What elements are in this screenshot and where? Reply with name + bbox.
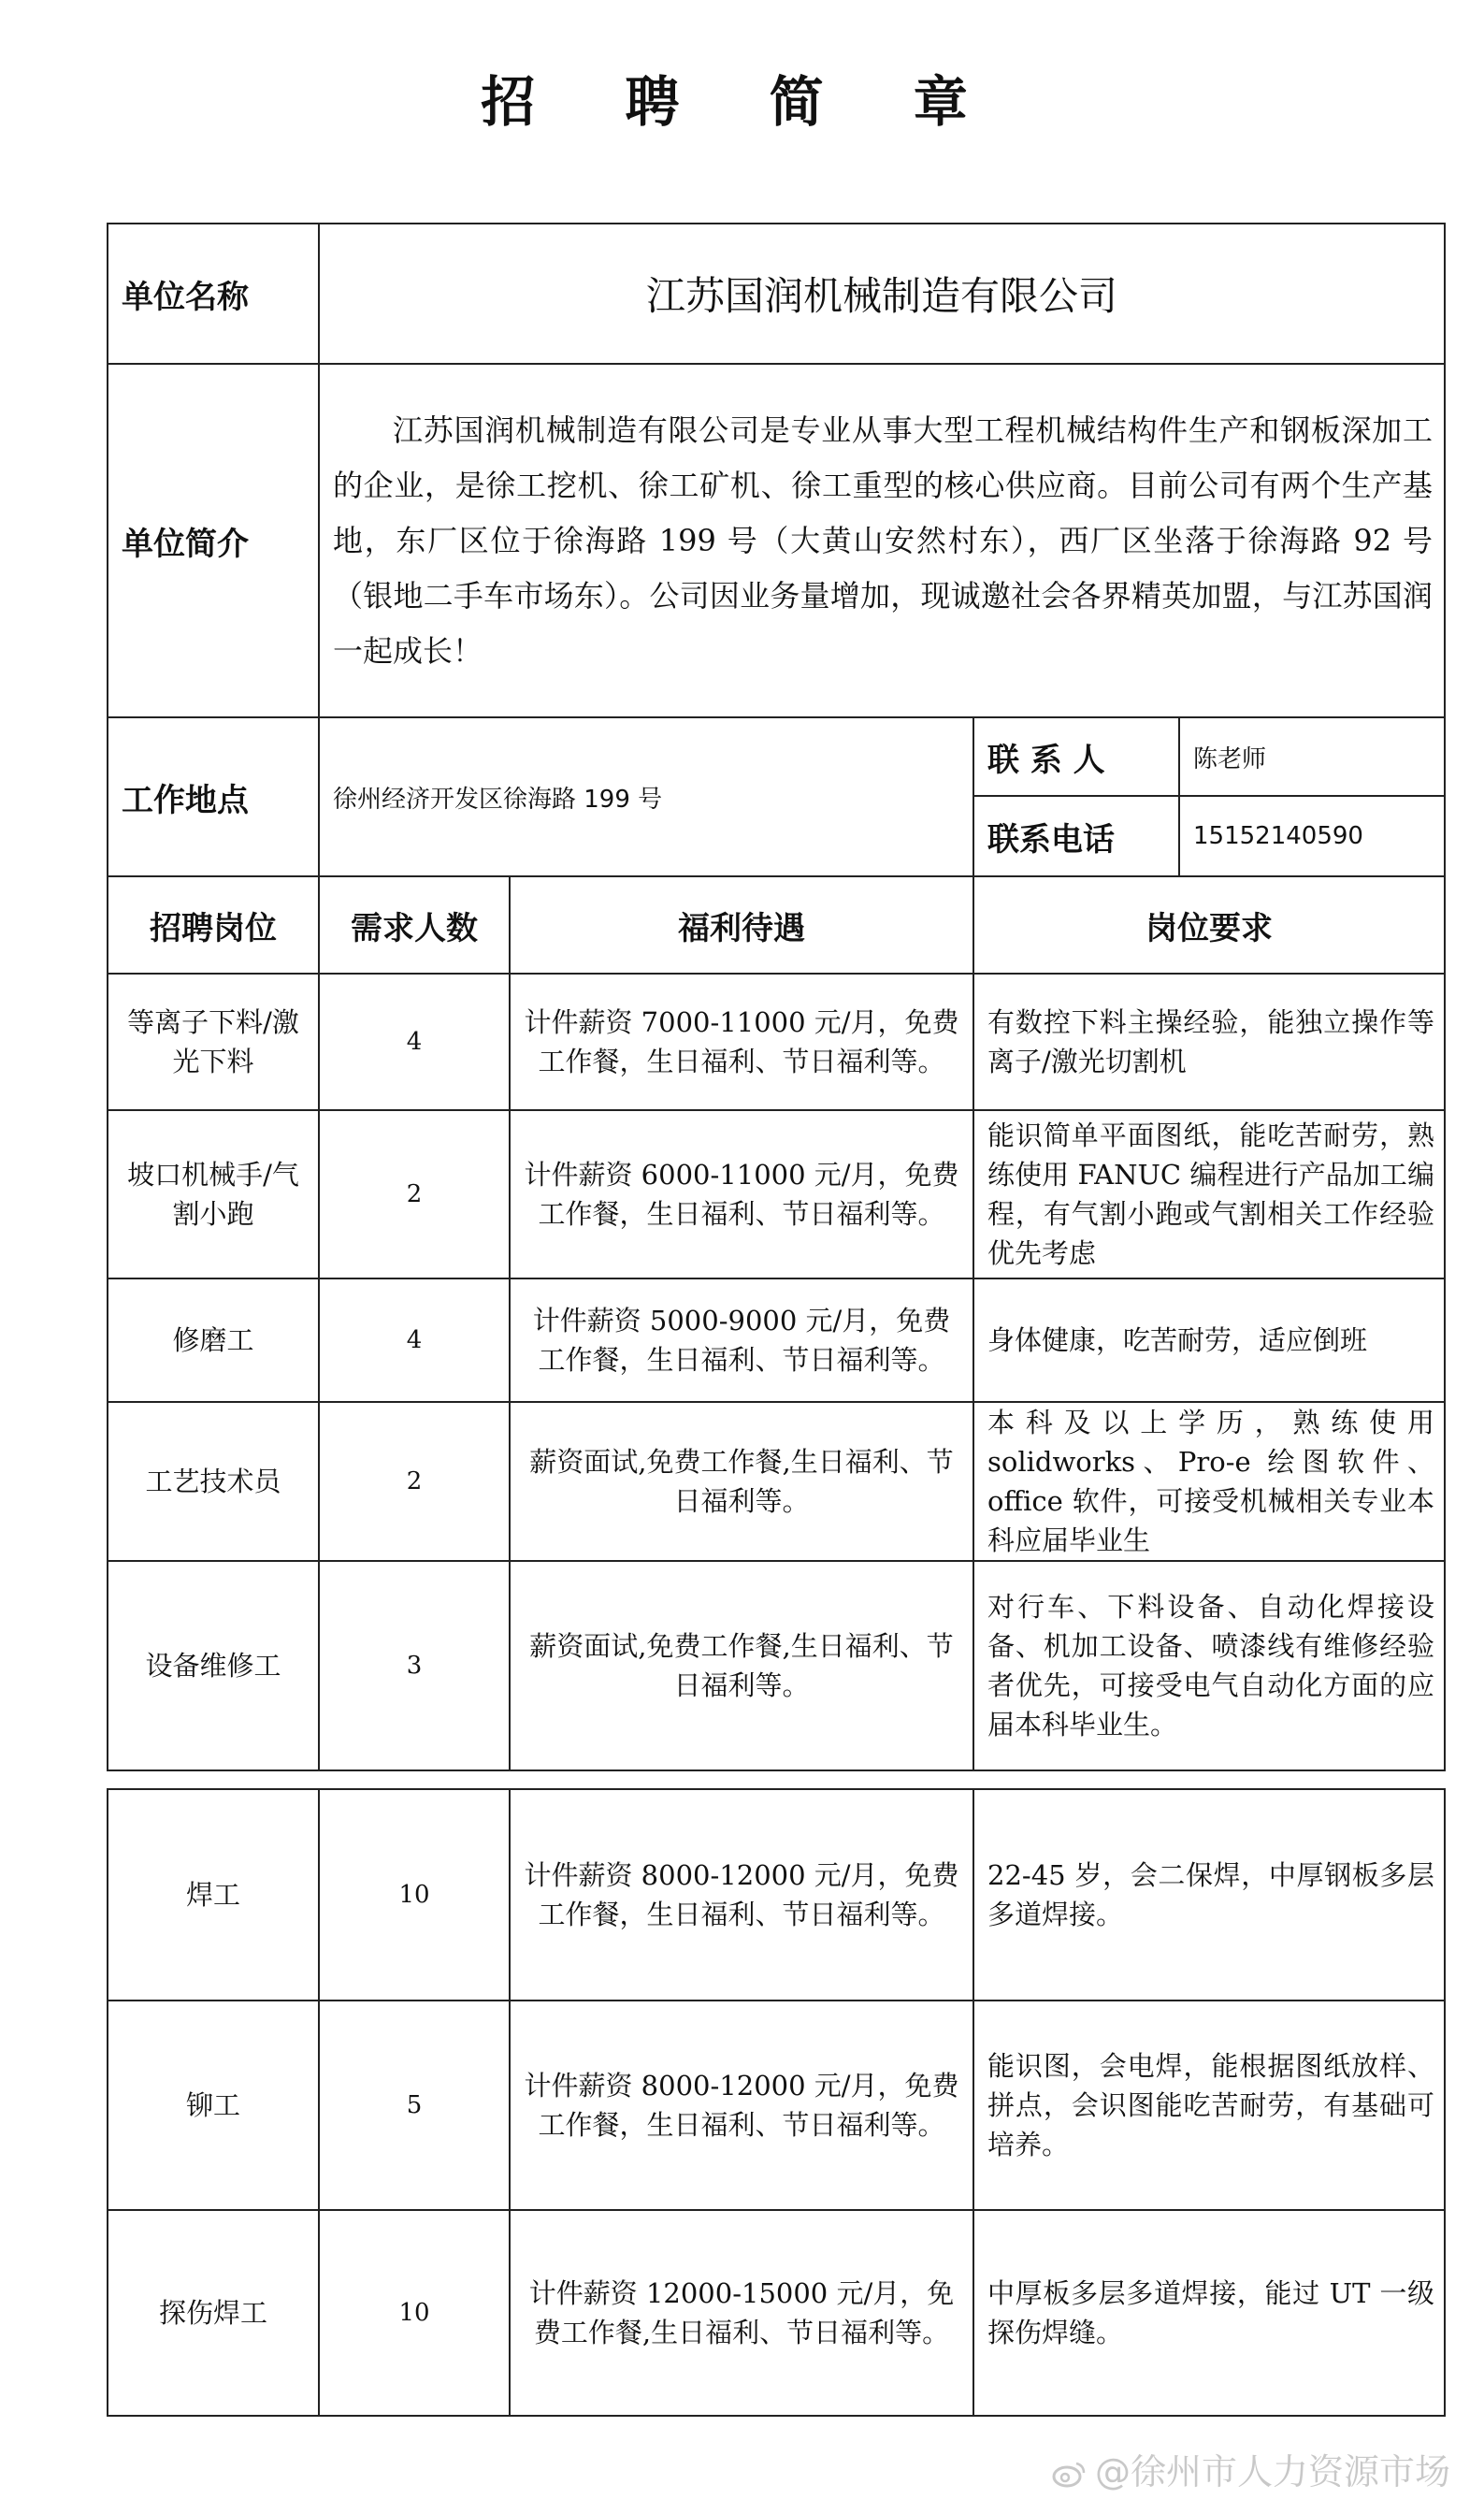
recruitment-table-main bbox=[107, 223, 1446, 1771]
header-benefits: 福利待遇 bbox=[510, 876, 973, 974]
company-intro-row bbox=[108, 364, 1445, 717]
position-count: 2 bbox=[319, 1110, 510, 1278]
company-name: 江苏国润机械制造有限公司 bbox=[319, 224, 1445, 364]
phone-number: 15152140590 bbox=[1179, 796, 1445, 876]
company-name-label: 单位名称 bbox=[108, 224, 319, 364]
position-benefits: 计件薪资 5000-9000 元/月，免费工作餐，生日福利、节日福利等。 bbox=[510, 1278, 973, 1402]
position-requirements: 有数控下料主操经验，能独立操作等离子/激光切割机 bbox=[973, 974, 1445, 1110]
company-intro-label: 单位简介 bbox=[108, 364, 319, 717]
position-count: 5 bbox=[319, 2001, 510, 2210]
position-benefits: 计件薪资 6000-11000 元/月，免费工作餐，生日福利、节日福利等。 bbox=[510, 1110, 973, 1278]
position-benefits: 计件薪资 8000-12000 元/月，免费工作餐，生日福利、节日福利等。 bbox=[510, 2001, 973, 2210]
weibo-icon bbox=[1052, 2460, 1088, 2488]
position-name: 铆工 bbox=[108, 2001, 319, 2210]
position-requirements: 能识图，会电焊，能根据图纸放样、拼点，会识图能吃苦耐劳，有基础可培养。 bbox=[973, 2001, 1445, 2210]
table-row bbox=[108, 2210, 1445, 2416]
position-benefits: 计件薪资 12000-15000 元/月，免费工作餐,生日福利、节日福利等。 bbox=[510, 2210, 973, 2416]
watermark-text: @徐州市人力资源市场 bbox=[1094, 2451, 1450, 2492]
position-name: 焊工 bbox=[108, 1789, 319, 2001]
contact-row bbox=[108, 717, 1445, 796]
page-title: 招 聘 简 章 bbox=[481, 70, 1003, 134]
position-count: 4 bbox=[319, 1278, 510, 1402]
position-count: 10 bbox=[319, 1789, 510, 2001]
position-count: 2 bbox=[319, 1402, 510, 1561]
table-header-row bbox=[108, 876, 1445, 974]
table-row bbox=[108, 1278, 1445, 1402]
position-name: 修磨工 bbox=[108, 1278, 319, 1402]
position-name: 探伤焊工 bbox=[108, 2210, 319, 2416]
table-row bbox=[108, 1789, 1445, 2001]
table-row bbox=[108, 1110, 1445, 1278]
position-name: 坡口机械手/气割小跑 bbox=[108, 1110, 319, 1278]
position-benefits: 薪资面试,免费工作餐,生日福利、节日福利等。 bbox=[510, 1402, 973, 1561]
position-benefits: 计件薪资 7000-11000 元/月，免费工作餐，生日福利、节日福利等。 bbox=[510, 974, 973, 1110]
position-benefits: 计件薪资 8000-12000 元/月，免费工作餐，生日福利、节日福利等。 bbox=[510, 1789, 973, 2001]
phone-label: 联系电话 bbox=[973, 796, 1179, 876]
position-requirements: 中厚板多层多道焊接，能过 UT 一级探伤焊缝。 bbox=[973, 2210, 1445, 2416]
position-count: 4 bbox=[319, 974, 510, 1110]
position-benefits: 薪资面试,免费工作餐,生日福利、节日福利等。 bbox=[510, 1561, 973, 1770]
table-row bbox=[108, 2001, 1445, 2210]
position-count: 10 bbox=[319, 2210, 510, 2416]
position-name: 等离子下料/激光下料 bbox=[108, 974, 319, 1110]
position-name: 设备维修工 bbox=[108, 1561, 319, 1770]
table-row bbox=[108, 1561, 1445, 1770]
position-requirements: 能识简单平面图纸，能吃苦耐劳，熟练使用 FANUC 编程进行产品加工编程，有气割小跑或气割相关工作经验优先考虑 bbox=[973, 1110, 1445, 1278]
position-name: 工艺技术员 bbox=[108, 1402, 319, 1561]
header-requirements: 岗位要求 bbox=[973, 876, 1445, 974]
work-location: 徐州经济开发区徐海路 199 号 bbox=[319, 717, 973, 876]
recruitment-table-continued bbox=[107, 1788, 1446, 2417]
company-intro: 江苏国润机械制造有限公司是专业从事大型工程机械结构件生产和钢板深加工的企业，是徐工挖机、徐工矿机、徐工重型的核心供应商。目前公司有两个生产基地，东厂区位于徐海路 199 号（大黄山安然村东），西厂区坐落于徐海路 92 号（银地二手车市场东）。公司因业务量增加，现诚邀社会各界精英加盟，与江苏国润一起成长！ bbox=[333, 412, 1434, 669]
position-count: 3 bbox=[319, 1561, 510, 1770]
table-row bbox=[108, 974, 1445, 1110]
company-name-row bbox=[108, 224, 1445, 364]
header-count: 需求人数 bbox=[319, 876, 510, 974]
header-position: 招聘岗位 bbox=[108, 876, 319, 974]
work-location-label: 工作地点 bbox=[108, 717, 319, 876]
watermark bbox=[1052, 2443, 1450, 2494]
position-requirements: 本科及以上学历，熟练使用 solidworks、Pro-e 绘图软件、office 软件，可接受机械相关专业本科应届毕业生 bbox=[973, 1402, 1445, 1561]
contact-person-label: 联 系 人 bbox=[973, 717, 1179, 796]
contact-person: 陈老师 bbox=[1179, 717, 1445, 796]
position-requirements: 身体健康，吃苦耐劳，适应倒班 bbox=[973, 1278, 1445, 1402]
table-row bbox=[108, 1402, 1445, 1561]
position-requirements: 对行车、下料设备、自动化焊接设备、机加工设备、喷漆线有维修经验者优先，可接受电气自动化方面的应届本科毕业生。 bbox=[973, 1561, 1445, 1770]
position-requirements: 22-45 岁，会二保焊，中厚钢板多层多道焊接。 bbox=[973, 1789, 1445, 2001]
